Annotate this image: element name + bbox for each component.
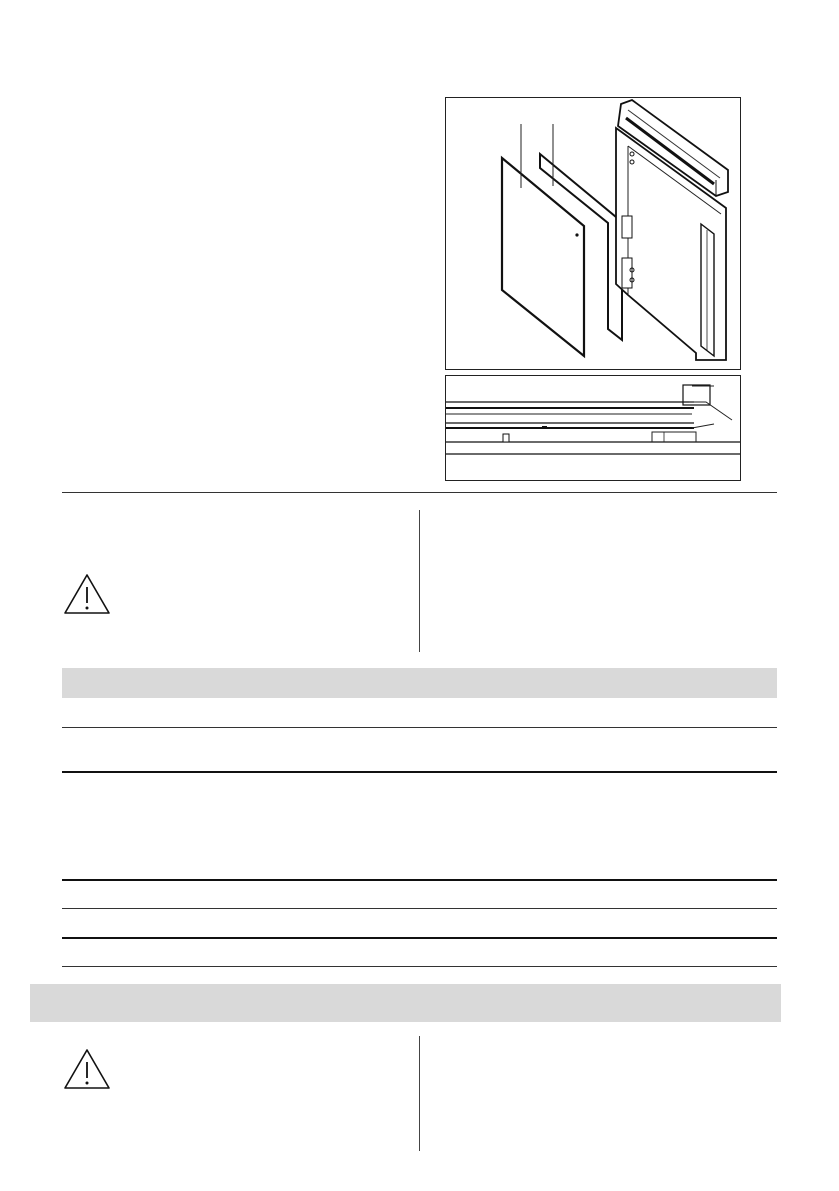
exploded-view-figure — [445, 97, 741, 370]
cross-section-figure — [445, 375, 741, 481]
table-rule — [62, 727, 777, 728]
table-rule — [62, 771, 777, 773]
warning-icon-container — [62, 572, 112, 616]
warning-triangle-icon — [62, 572, 112, 616]
warning-triangle-icon — [62, 1047, 112, 1091]
warning-icon-container — [62, 1047, 112, 1091]
glass-cross-section-illustration — [446, 376, 740, 480]
chapter-header-bar — [30, 984, 781, 1022]
table-rule — [62, 908, 777, 909]
column-divider — [419, 510, 420, 652]
table-rule — [62, 966, 777, 967]
column-divider — [419, 1036, 420, 1151]
oven-door-exploded-illustration — [446, 98, 740, 369]
table-rule — [62, 937, 777, 939]
table-rule — [62, 879, 777, 881]
section-divider — [62, 492, 777, 493]
section-header-bar — [62, 668, 777, 698]
